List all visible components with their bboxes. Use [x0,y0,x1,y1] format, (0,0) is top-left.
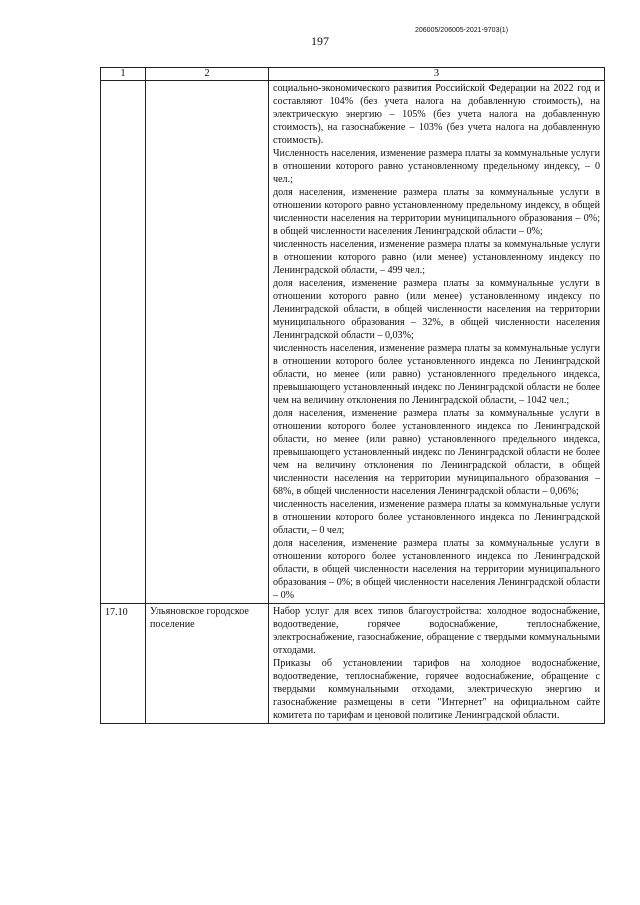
column-header-3: 3 [269,68,605,81]
column-header-1: 1 [101,68,146,81]
paragraph: Приказы об установлении тарифов на холодное водоснабжение, водоотведение, теплоснабжение, горячее водоснабжение, обращение с твердыми коммунальными отходами, электрическую энергию и газоснабжение размещены в сети "Интернет" на официальном сайте комитета по тарифам и ценовой политике Ленинградской области. [273,658,600,721]
cell-description [269,604,605,724]
cell-municipality-name: Ульяновское городское поселение [146,604,269,724]
table-header-row [101,68,605,81]
paragraph: Набор услуг для всех типов благоустройства: холодное водоснабжение, водоотведение, горячее водоснабжение, теплоснабжение, электроснабжение, газоснабжение, обращение с твердыми коммунальными отходами. [273,606,600,656]
table-row-17-10 [101,604,605,724]
cell-name-empty [146,81,269,604]
paragraph: численность населения, изменение размера платы за коммунальные услуги в отношении которого более установленного индекса по Ленинградской области, – 0 чел; [273,499,600,536]
cell-number-empty [101,81,146,604]
table-row-continuation [101,81,605,604]
paragraph: Численность населения, изменение размера платы за коммунальные услуги в отношении которого равно установленному предельному индексу, – 0 чел.; [273,148,600,185]
cell-row-number: 17.10 [101,604,146,724]
page-number: 197 [311,34,329,48]
paragraph: численность населения, изменение размера платы за коммунальные услуги в отношении которого равно (или менее) установленному индексу по Ленинградской области, – 499 чел.; [273,239,600,276]
column-header-2: 2 [146,68,269,81]
tariff-table [100,67,605,724]
paragraph: доля населения, изменение размера платы за коммунальные услуги в отношении которого равно установленному предельному индексу, в общей численности населения на территории муниципального образования – 0%; в общей численности населения Ленинградской области – 0%; [273,187,600,237]
paragraph: социально-экономического развития Российской Федерации на 2022 год и составляют 104% (без учета налога на добавленную стоимость), на электрическую энергию – 105% (без учета налога на добавленную стоимость), на газоснабжение – 103% (без учета налога на добавленную стоимость). [273,83,600,146]
paragraph: доля населения, изменение размера платы за коммунальные услуги в отношении которого равно (или менее) установленному индексу по Ленинградской области, в общей численности населения на территории муниципального образования – 32%, в общей численности населения Ленинградской области – 0,03%; [273,278,600,341]
document-code: 206005/206005-2021-9703(1) [415,27,509,34]
paragraph: доля населения, изменение размера платы за коммунальные услуги в отношении которого более установленного индекса по Ленинградской области, но менее (или равно) установленного предельного индекса, превышающего установленный индекс по Ленинградской области не более чем на величину отклонения по Ленинградской области, в общей численности населения на территории муниципального образования – 68%, в общей численности населения Ленинградской области – 0,06%; [273,408,600,497]
paragraph: доля населения, изменение размера платы за коммунальные услуги в отношении которого более установленного индекса по Ленинградской области, в общей численности населения на территории муниципального образования – 0%; в общей численности населения Ленинградской области – 0% [273,538,600,601]
paragraph: численность населения, изменение размера платы за коммунальные услуги в отношении которого более установленного индекса по Ленинградской области, но менее (или равно) установленного предельного индекса, превышающего установленный индекс по Ленинградской области не более чем на величину отклонения по Ленинградской области, – 1042 чел.; [273,343,600,406]
cell-description [269,81,605,604]
